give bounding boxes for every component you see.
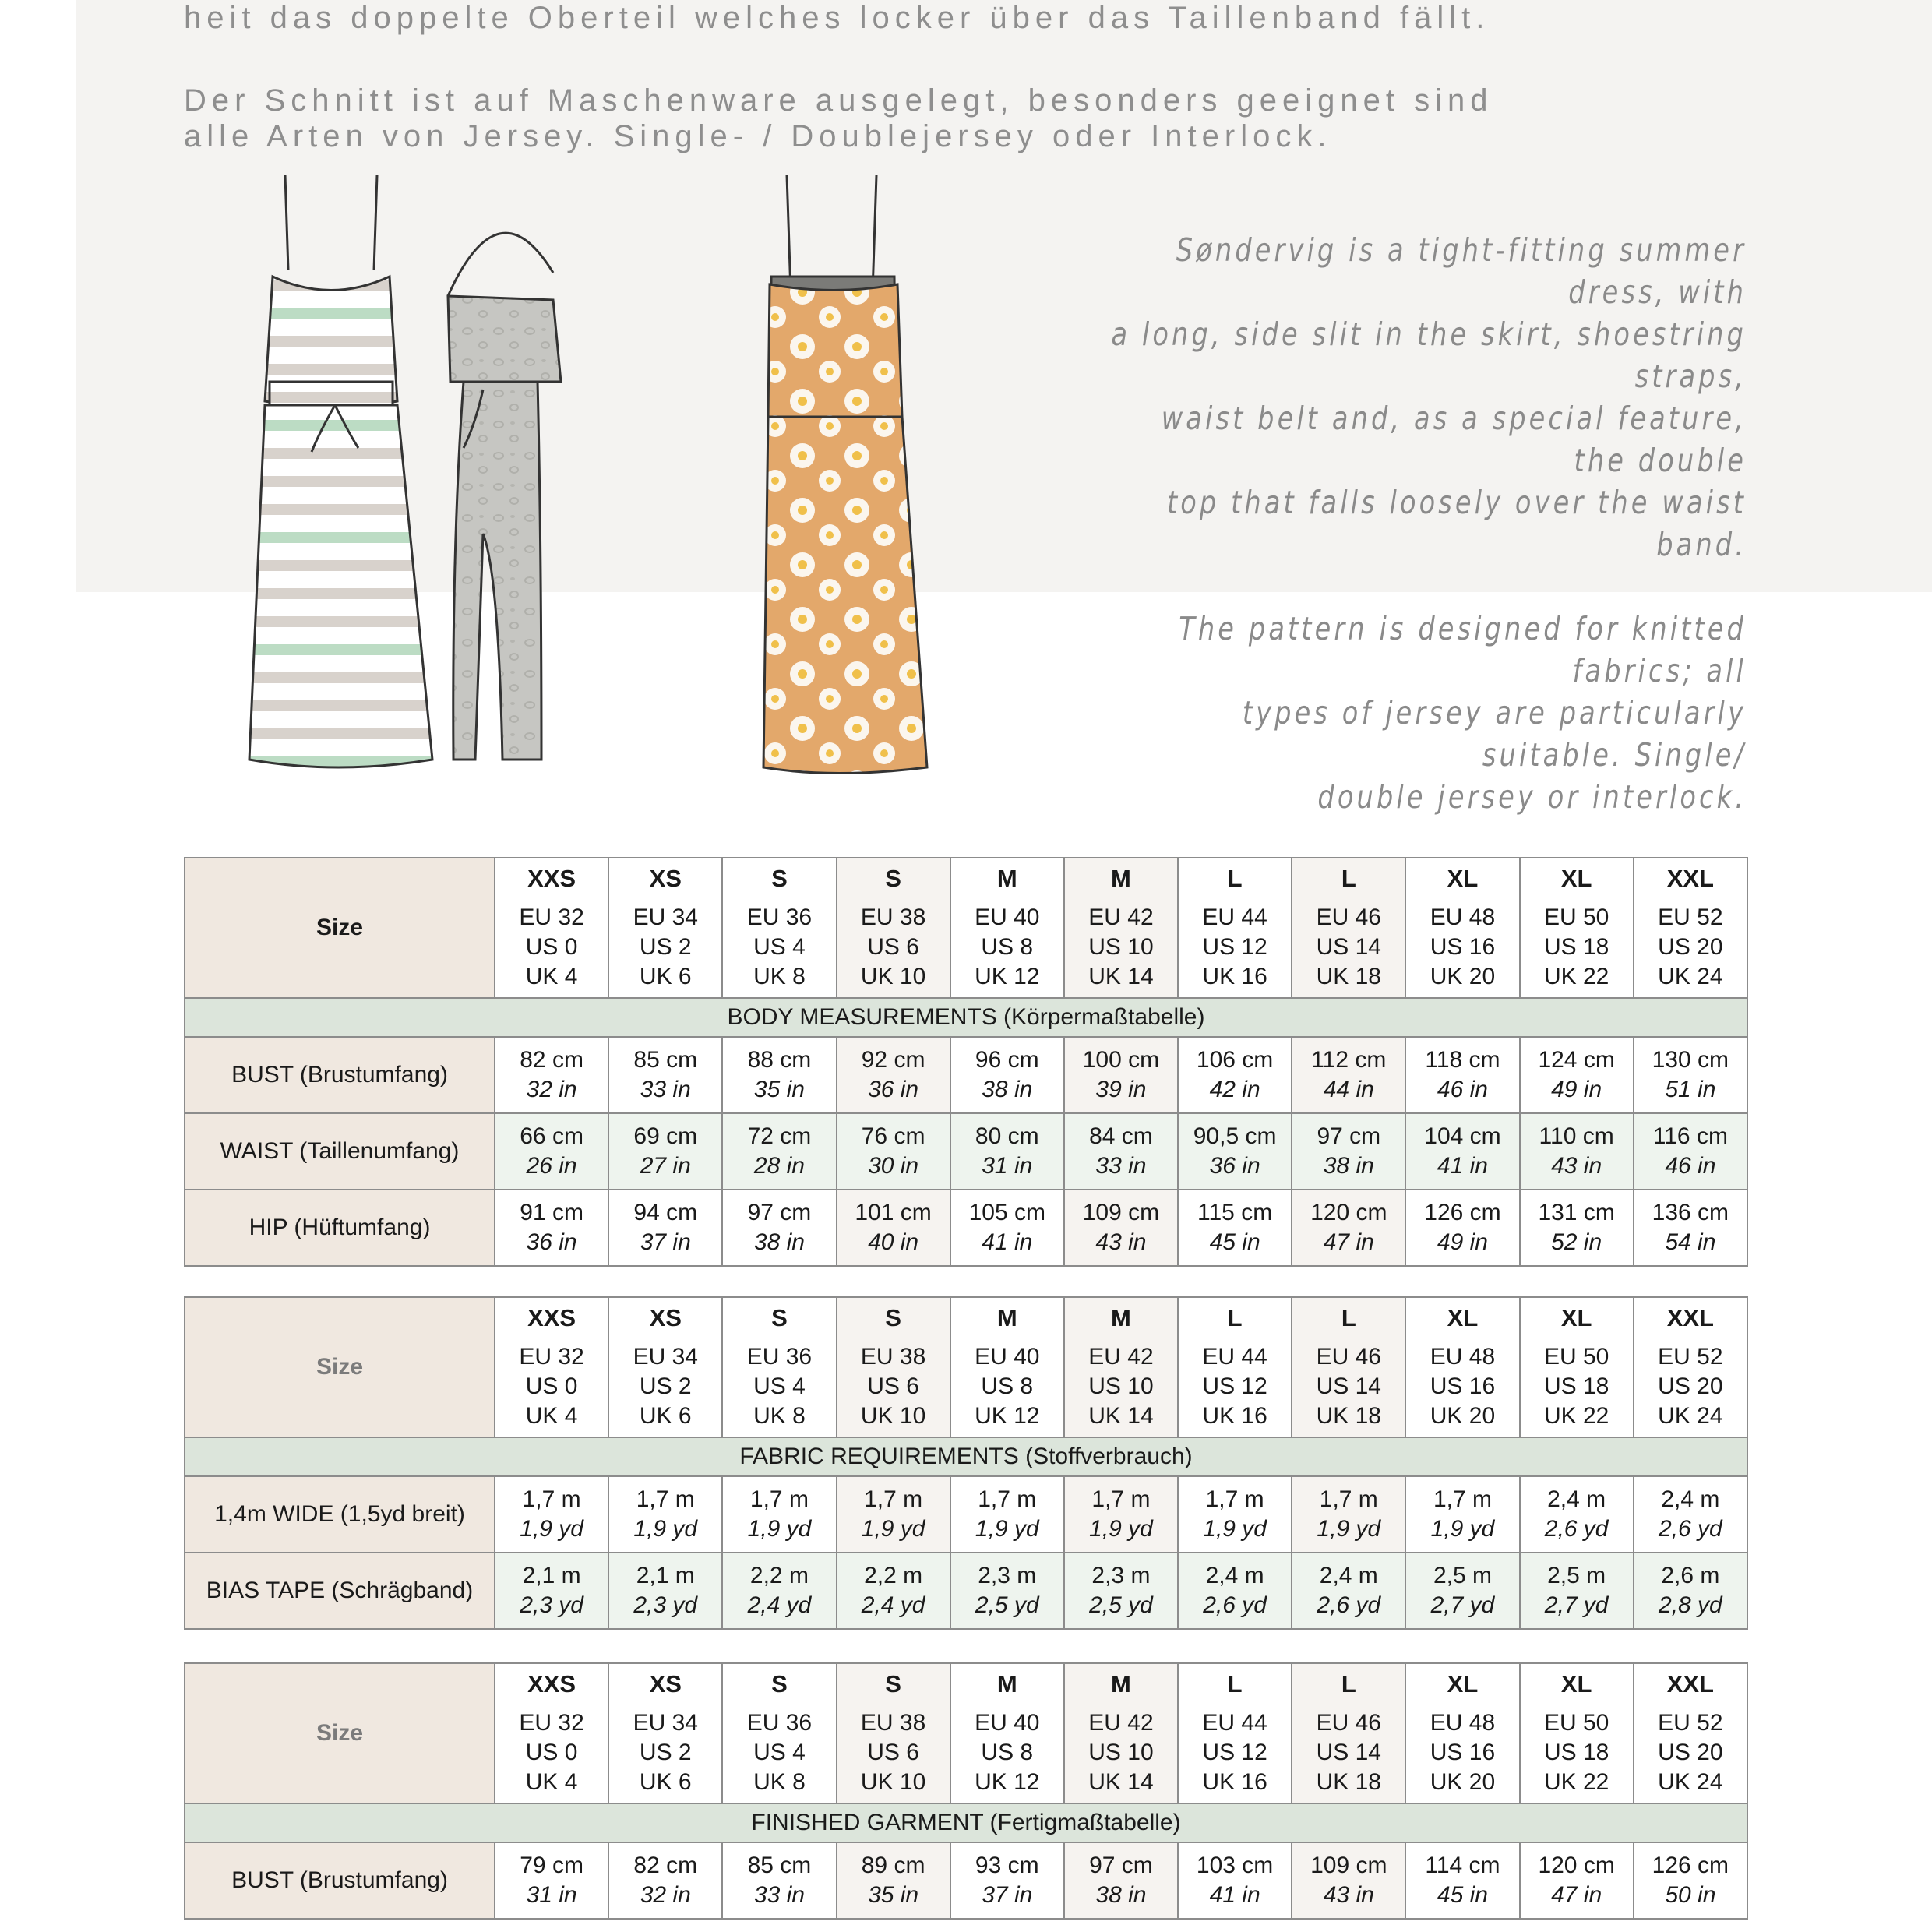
value-cell: 1,7 m 1,9 yd [1405, 1476, 1519, 1553]
eu-size: EU 52 [1658, 1344, 1723, 1370]
size-column-xl50 [1520, 858, 1634, 998]
size-header-row [185, 1663, 1747, 1803]
size-code: S [885, 865, 901, 892]
value-cell: 85 cm 33 in [722, 1842, 836, 1919]
finished-garment-table [184, 1662, 1748, 1920]
row-label: 1,4m WIDE (1,5yd breit) [185, 1476, 495, 1553]
uk-size: UK 22 [1543, 1769, 1609, 1795]
us-size: US 4 [753, 1373, 806, 1399]
eu-size: EU 36 [746, 1344, 813, 1370]
value-cell: 110 cm 43 in [1520, 1113, 1634, 1190]
size-column-m40 [950, 1663, 1064, 1803]
row-label: BIAS TAPE (Schrägband) [185, 1553, 495, 1629]
size-column-xl48 [1405, 1663, 1519, 1803]
size-code: L [1227, 865, 1243, 892]
eu-size: EU 50 [1543, 904, 1609, 930]
row-label: HIP (Hüftumfang) [185, 1190, 495, 1266]
eu-size: EU 34 [633, 1710, 698, 1736]
value-cell: 131 cm 52 in [1520, 1190, 1634, 1266]
value-cell: 1,7 m 1,9 yd [608, 1476, 722, 1553]
size-header-row [185, 1297, 1747, 1437]
size-code: L [1341, 1670, 1356, 1698]
us-size: US 4 [753, 1740, 806, 1765]
value-cell: 97 cm 38 in [722, 1190, 836, 1266]
us-size: US 8 [981, 1373, 1034, 1399]
row-label: BUST (Brustumfang) [185, 1842, 495, 1919]
value-cell: 69 cm 27 in [608, 1113, 722, 1190]
uk-size: UK 18 [1316, 1769, 1381, 1795]
fabric-requirements-table [184, 1296, 1748, 1630]
value-cell: 88 cm 35 in [722, 1037, 836, 1113]
size-column-l44 [1178, 1297, 1292, 1437]
size-code: XXS [527, 865, 576, 892]
value-cell: 112 cm 44 in [1292, 1037, 1405, 1113]
size-code: L [1227, 1304, 1243, 1331]
value-cell: 2,5 m 2,7 yd [1405, 1553, 1519, 1629]
size-column-m40 [950, 858, 1064, 998]
eu-size: EU 50 [1543, 1710, 1609, 1736]
value-cell: 72 cm 28 in [722, 1113, 836, 1190]
uk-size: UK 24 [1658, 1403, 1723, 1429]
size-code: M [1111, 1670, 1131, 1698]
size-code: XXL [1666, 1304, 1714, 1331]
value-cell: 1,7 m 1,9 yd [1292, 1476, 1405, 1553]
eu-size: EU 46 [1316, 1710, 1381, 1736]
eu-size: EU 52 [1658, 1710, 1723, 1736]
value-cell: 109 cm 43 in [1064, 1190, 1178, 1266]
size-column-l46 [1292, 858, 1405, 998]
size-code: XS [649, 1670, 682, 1698]
description-de-line: heit das doppelte Oberteil welches locker über das Taillenband fällt. [184, 1, 1490, 35]
us-size: US 10 [1088, 1373, 1154, 1399]
eu-size: EU 44 [1202, 904, 1267, 930]
value-cell: 120 cm 47 in [1292, 1190, 1405, 1266]
value-cell: 104 cm 41 in [1405, 1113, 1519, 1190]
value-cell: 84 cm 33 in [1064, 1113, 1178, 1190]
uk-size: UK 20 [1430, 964, 1496, 989]
size-column-s38 [837, 1663, 950, 1803]
us-size: US 2 [639, 1740, 692, 1765]
description-en-line: Søndervig is a tight-fitting summer dress, with [1176, 231, 1747, 311]
size-column-xs [608, 1297, 722, 1437]
size-label: Size [185, 858, 495, 998]
uk-size: UK 6 [639, 964, 692, 989]
size-column-l46 [1292, 1663, 1405, 1803]
uk-size: UK 12 [975, 1769, 1040, 1795]
us-size: US 14 [1316, 1373, 1381, 1399]
uk-size: UK 6 [639, 1403, 692, 1429]
measurement-row [185, 1037, 1747, 1113]
eu-size: EU 44 [1202, 1710, 1267, 1736]
value-cell: 2,2 m 2,4 yd [722, 1553, 836, 1629]
eu-size: EU 38 [860, 904, 926, 930]
size-column-xs [608, 858, 722, 998]
eu-size: EU 42 [1088, 1710, 1154, 1736]
size-header-row [185, 858, 1747, 998]
back-view-dress [763, 175, 927, 774]
size-column-xl50 [1520, 1297, 1634, 1437]
uk-size: UK 18 [1316, 964, 1381, 989]
size-code: XL [1560, 1304, 1592, 1331]
eu-size: EU 48 [1430, 1344, 1496, 1370]
size-column-l44 [1178, 858, 1292, 998]
measurement-row [185, 1190, 1747, 1266]
eu-size: EU 48 [1430, 904, 1496, 930]
description-en-line: double jersey or interlock. [1317, 778, 1747, 816]
value-cell: 2,3 m 2,5 yd [950, 1553, 1064, 1629]
section-header: BODY MEASUREMENTS (Körpermaßtabelle) [185, 998, 1747, 1037]
value-cell: 114 cm 45 in [1405, 1842, 1519, 1919]
value-cell: 100 cm 39 in [1064, 1037, 1178, 1113]
value-cell: 2,4 m 2,6 yd [1634, 1476, 1747, 1553]
uk-size: UK 4 [525, 1403, 578, 1429]
value-cell: 80 cm 31 in [950, 1113, 1064, 1190]
size-code: L [1341, 1304, 1356, 1331]
size-column-xxl52 [1634, 1663, 1747, 1803]
uk-size: UK 20 [1430, 1403, 1496, 1429]
size-code: XL [1560, 865, 1592, 892]
size-code: M [1111, 865, 1131, 892]
value-cell: 126 cm 49 in [1405, 1190, 1519, 1266]
eu-size: EU 44 [1202, 1344, 1267, 1370]
description-german [184, 0, 1508, 154]
size-column-m42 [1064, 1663, 1178, 1803]
value-cell: 1,7 m 1,9 yd [722, 1476, 836, 1553]
size-column-xxl52 [1634, 858, 1747, 998]
size-code: S [771, 1670, 788, 1698]
size-code: S [771, 865, 788, 892]
value-cell: 89 cm 35 in [837, 1842, 950, 1919]
size-code: XXS [527, 1304, 576, 1331]
value-cell: 120 cm 47 in [1520, 1842, 1634, 1919]
us-size: US 18 [1543, 1740, 1609, 1765]
value-cell: 82 cm 32 in [608, 1842, 722, 1919]
us-size: US 6 [867, 1740, 919, 1765]
uk-size: UK 16 [1202, 1403, 1267, 1429]
size-column-xxs [495, 1297, 608, 1437]
value-cell: 2,6 m 2,8 yd [1634, 1553, 1747, 1629]
value-cell: 2,2 m 2,4 yd [837, 1553, 950, 1629]
size-code: M [996, 1304, 1017, 1331]
eu-size: EU 40 [975, 1710, 1040, 1736]
size-code: XL [1447, 1670, 1479, 1698]
value-cell: 93 cm 37 in [950, 1842, 1064, 1919]
value-cell: 97 cm 38 in [1064, 1842, 1178, 1919]
size-code: XL [1560, 1670, 1592, 1698]
size-label: Size [185, 1663, 495, 1803]
eu-size: EU 46 [1316, 1344, 1381, 1370]
us-size: US 8 [981, 934, 1034, 960]
us-size: US 18 [1543, 1373, 1609, 1399]
us-size: US 2 [639, 1373, 692, 1399]
value-cell: 91 cm 36 in [495, 1190, 608, 1266]
uk-size: UK 10 [860, 964, 926, 989]
value-cell: 103 cm 41 in [1178, 1842, 1292, 1919]
fabric-row [185, 1553, 1747, 1629]
section-header: FINISHED GARMENT (Fertigmaßtabelle) [185, 1803, 1747, 1842]
size-code: S [885, 1304, 901, 1331]
garment-row [185, 1842, 1747, 1919]
description-de-line: Der Schnitt ist auf Maschenware ausgelegt, besonders geeignet sind [184, 83, 1493, 118]
size-code: XXL [1666, 1670, 1714, 1698]
uk-size: UK 20 [1430, 1769, 1496, 1795]
eu-size: EU 32 [519, 1344, 584, 1370]
eu-size: EU 38 [860, 1710, 926, 1736]
value-cell: 101 cm 40 in [837, 1190, 950, 1266]
row-label: BUST (Brustumfang) [185, 1037, 495, 1113]
value-cell: 2,5 m 2,7 yd [1520, 1553, 1634, 1629]
garment-illustrations [242, 167, 989, 775]
size-code: XL [1447, 865, 1479, 892]
value-cell: 79 cm 31 in [495, 1842, 608, 1919]
value-cell: 96 cm 38 in [950, 1037, 1064, 1113]
value-cell: 1,7 m 1,9 yd [950, 1476, 1064, 1553]
eu-size: EU 42 [1088, 904, 1154, 930]
value-cell: 109 cm 43 in [1292, 1842, 1405, 1919]
size-code: XS [649, 865, 682, 892]
size-column-m42 [1064, 858, 1178, 998]
fabric-row [185, 1476, 1747, 1553]
us-size: US 0 [525, 1373, 578, 1399]
measurement-row [185, 1113, 1747, 1190]
size-column-m42 [1064, 1297, 1178, 1437]
us-size: US 14 [1316, 934, 1381, 960]
eu-size: EU 46 [1316, 904, 1381, 930]
size-column-s36 [722, 1297, 836, 1437]
size-code: XXS [527, 1670, 576, 1698]
eu-size: EU 32 [519, 1710, 584, 1736]
eu-size: EU 36 [746, 904, 813, 930]
size-code: L [1341, 865, 1356, 892]
size-column-xxs [495, 1663, 608, 1803]
size-code: XL [1447, 1304, 1479, 1331]
size-code: L [1227, 1670, 1243, 1698]
value-cell: 2,4 m 2,6 yd [1178, 1553, 1292, 1629]
size-column-xl50 [1520, 1663, 1634, 1803]
size-column-xs [608, 1663, 722, 1803]
us-size: US 18 [1543, 934, 1609, 960]
uk-size: UK 18 [1316, 1403, 1381, 1429]
eu-size: EU 34 [633, 1344, 698, 1370]
side-view-dress [448, 233, 561, 760]
value-cell: 97 cm 38 in [1292, 1113, 1405, 1190]
size-column-xl48 [1405, 858, 1519, 998]
eu-size: EU 40 [975, 1344, 1040, 1370]
size-code: S [771, 1304, 788, 1331]
value-cell: 116 cm 46 in [1634, 1113, 1747, 1190]
eu-size: EU 48 [1430, 1710, 1496, 1736]
value-cell: 106 cm 42 in [1178, 1037, 1292, 1113]
value-cell: 94 cm 37 in [608, 1190, 722, 1266]
us-size: US 0 [525, 934, 578, 960]
value-cell: 136 cm 54 in [1634, 1190, 1747, 1266]
size-column-s36 [722, 1663, 836, 1803]
us-size: US 6 [867, 934, 919, 960]
value-cell: 2,4 m 2,6 yd [1520, 1476, 1634, 1553]
size-label: Size [185, 1297, 495, 1437]
description-de-line: alle Arten von Jersey. Single- / Doublejersey oder Interlock. [184, 119, 1332, 153]
us-size: US 12 [1202, 1740, 1267, 1765]
description-en-line: a long, side slit in the skirt, shoestring straps, [1111, 316, 1747, 395]
eu-size: EU 42 [1088, 1344, 1154, 1370]
eu-size: EU 32 [519, 904, 584, 930]
description-en-line: waist belt and, as a special feature, the double [1161, 400, 1747, 479]
value-cell: 1,7 m 1,9 yd [495, 1476, 608, 1553]
uk-size: UK 10 [860, 1769, 926, 1795]
value-cell: 66 cm 26 in [495, 1113, 608, 1190]
size-code: M [996, 865, 1017, 892]
row-label: WAIST (Taillenumfang) [185, 1113, 495, 1190]
description-en-line: The pattern is designed for knitted fabrics; all [1179, 610, 1747, 689]
uk-size: UK 12 [975, 1403, 1040, 1429]
size-code: XXL [1666, 865, 1714, 892]
uk-size: UK 8 [753, 1403, 806, 1429]
us-size: US 20 [1658, 1373, 1723, 1399]
size-column-m40 [950, 1297, 1064, 1437]
value-cell: 85 cm 33 in [608, 1037, 722, 1113]
uk-size: UK 22 [1543, 1403, 1609, 1429]
value-cell: 118 cm 46 in [1405, 1037, 1519, 1113]
uk-size: UK 8 [753, 964, 806, 989]
us-size: US 16 [1430, 1740, 1496, 1765]
uk-size: UK 14 [1088, 1403, 1154, 1429]
front-view-dress [249, 175, 432, 767]
us-size: US 10 [1088, 1740, 1154, 1765]
us-size: US 6 [867, 1373, 919, 1399]
value-cell: 2,1 m 2,3 yd [608, 1553, 722, 1629]
us-size: US 2 [639, 934, 692, 960]
eu-size: EU 40 [975, 904, 1040, 930]
uk-size: UK 24 [1658, 964, 1723, 989]
value-cell: 92 cm 36 in [837, 1037, 950, 1113]
eu-size: EU 50 [1543, 1344, 1609, 1370]
us-size: US 20 [1658, 934, 1723, 960]
us-size: US 12 [1202, 1373, 1267, 1399]
section-header: FABRIC REQUIREMENTS (Stoffverbrauch) [185, 1437, 1747, 1476]
description-english [1108, 229, 1747, 818]
value-cell: 130 cm 51 in [1634, 1037, 1747, 1113]
uk-size: UK 24 [1658, 1769, 1723, 1795]
value-cell: 1,7 m 1,9 yd [837, 1476, 950, 1553]
value-cell: 90,5 cm 36 in [1178, 1113, 1292, 1190]
size-code: S [885, 1670, 901, 1698]
size-column-s36 [722, 858, 836, 998]
us-size: US 12 [1202, 934, 1267, 960]
size-code: M [1111, 1304, 1131, 1331]
us-size: US 16 [1430, 934, 1496, 960]
us-size: US 10 [1088, 934, 1154, 960]
value-cell: 115 cm 45 in [1178, 1190, 1292, 1266]
uk-size: UK 22 [1543, 964, 1609, 989]
value-cell: 105 cm 41 in [950, 1190, 1064, 1266]
size-code: M [996, 1670, 1017, 1698]
uk-size: UK 4 [525, 964, 578, 989]
uk-size: UK 10 [860, 1403, 926, 1429]
size-column-l46 [1292, 1297, 1405, 1437]
value-cell: 2,1 m 2,3 yd [495, 1553, 608, 1629]
value-cell: 2,4 m 2,6 yd [1292, 1553, 1405, 1629]
size-column-s38 [837, 1297, 950, 1437]
eu-size: EU 36 [746, 1710, 813, 1736]
uk-size: UK 4 [525, 1769, 578, 1795]
uk-size: UK 16 [1202, 1769, 1267, 1795]
size-column-s38 [837, 858, 950, 998]
value-cell: 1,7 m 1,9 yd [1178, 1476, 1292, 1553]
uk-size: UK 8 [753, 1769, 806, 1795]
eu-size: EU 52 [1658, 904, 1723, 930]
value-cell: 126 cm 50 in [1634, 1842, 1747, 1919]
value-cell: 2,3 m 2,5 yd [1064, 1553, 1178, 1629]
uk-size: UK 14 [1088, 1769, 1154, 1795]
us-size: US 20 [1658, 1740, 1723, 1765]
us-size: US 8 [981, 1740, 1034, 1765]
uk-size: UK 14 [1088, 964, 1154, 989]
value-cell: 82 cm 32 in [495, 1037, 608, 1113]
size-column-xxl52 [1634, 1297, 1747, 1437]
size-column-xl48 [1405, 1297, 1519, 1437]
body-measurements-table [184, 857, 1748, 1267]
description-en-line: top that falls loosely over the waist band. [1166, 484, 1747, 563]
value-cell: 124 cm 49 in [1520, 1037, 1634, 1113]
uk-size: UK 12 [975, 964, 1040, 989]
us-size: US 14 [1316, 1740, 1381, 1765]
value-cell: 1,7 m 1,9 yd [1064, 1476, 1178, 1553]
description-en-line: types of jersey are particularly suitable. Single/ [1242, 694, 1747, 774]
us-size: US 16 [1430, 1373, 1496, 1399]
size-column-l44 [1178, 1663, 1292, 1803]
eu-size: EU 38 [860, 1344, 926, 1370]
size-code: XS [649, 1304, 682, 1331]
size-column-xxs [495, 858, 608, 998]
us-size: US 4 [753, 934, 806, 960]
value-cell: 76 cm 30 in [837, 1113, 950, 1190]
us-size: US 0 [525, 1740, 578, 1765]
uk-size: UK 6 [639, 1769, 692, 1795]
eu-size: EU 34 [633, 904, 698, 930]
uk-size: UK 16 [1202, 964, 1267, 989]
